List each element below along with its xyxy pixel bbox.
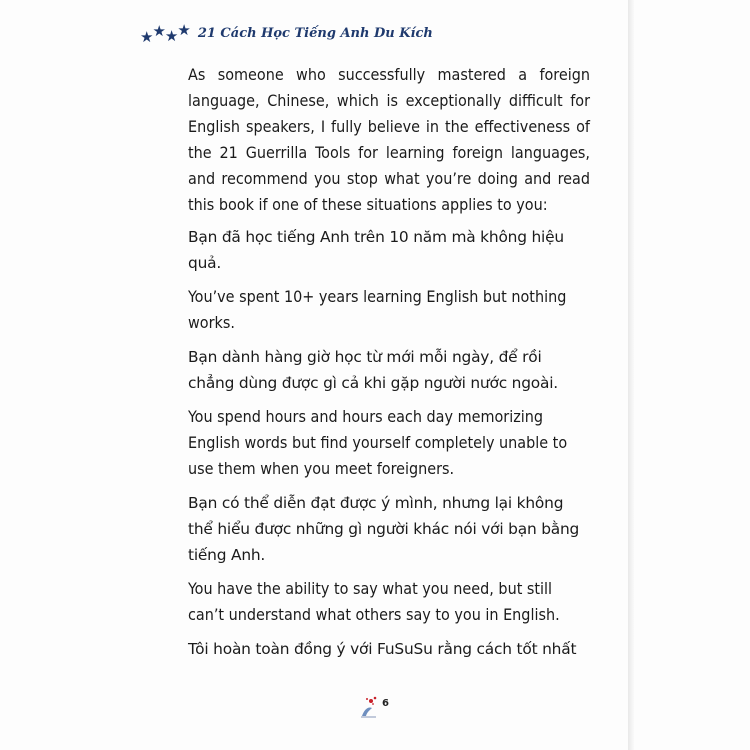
vietnamese-paragraph: Bạn có thể diễn đạt được ý mình, nhưng lại không thể hiểu được những gì người khác nói với bạn bằng tiếng Anh. bbox=[188, 494, 580, 564]
star-icon: ★ bbox=[177, 20, 191, 39]
page-footer bbox=[358, 694, 389, 718]
running-header bbox=[140, 20, 433, 46]
ink-splash-icon bbox=[358, 694, 380, 718]
vietnamese-paragraph: Tôi hoàn toàn đồng ý với FuSuSu rằng cách tốt nhất bbox=[188, 640, 577, 658]
page-number: 6 bbox=[382, 697, 389, 709]
page-edge bbox=[628, 0, 634, 750]
intro-paragraph: As someone who successfully mastered a foreign language, Chinese, which is exceptionally difficult for English speakers, I fully believe in the effectiveness of the 21 Guerrilla Tools for learning foreign languages, and recommend you stop what you’re doing and read this book if one of these situations applies to you: bbox=[188, 65, 590, 214]
english-paragraph: You have the ability to say what you need, but still can’t understand what others say to you in English. bbox=[188, 579, 560, 624]
english-paragraph: You’ve spent 10+ years learning English but nothing works. bbox=[188, 287, 567, 332]
star-icon: ★ bbox=[140, 27, 154, 46]
english-paragraph: You spend hours and hours each day memorizing English words but find yourself completely unable to use them when you meet foreigners. bbox=[188, 407, 568, 478]
vietnamese-paragraph: Bạn đã học tiếng Anh trên 10 năm mà không hiệu quả. bbox=[188, 228, 564, 272]
star-icon: ★ bbox=[152, 21, 166, 40]
vietnamese-paragraph: Bạn dành hàng giờ học từ mới mỗi ngày, để rồi chẳng dùng được gì cả khi gặp người nước ngoài. bbox=[188, 348, 559, 392]
running-title: 21 Cách Học Tiếng Anh Du Kích bbox=[197, 25, 433, 41]
star-icon: ★ bbox=[164, 26, 179, 45]
body-text bbox=[188, 62, 590, 670]
star-cluster-icon bbox=[140, 20, 191, 46]
